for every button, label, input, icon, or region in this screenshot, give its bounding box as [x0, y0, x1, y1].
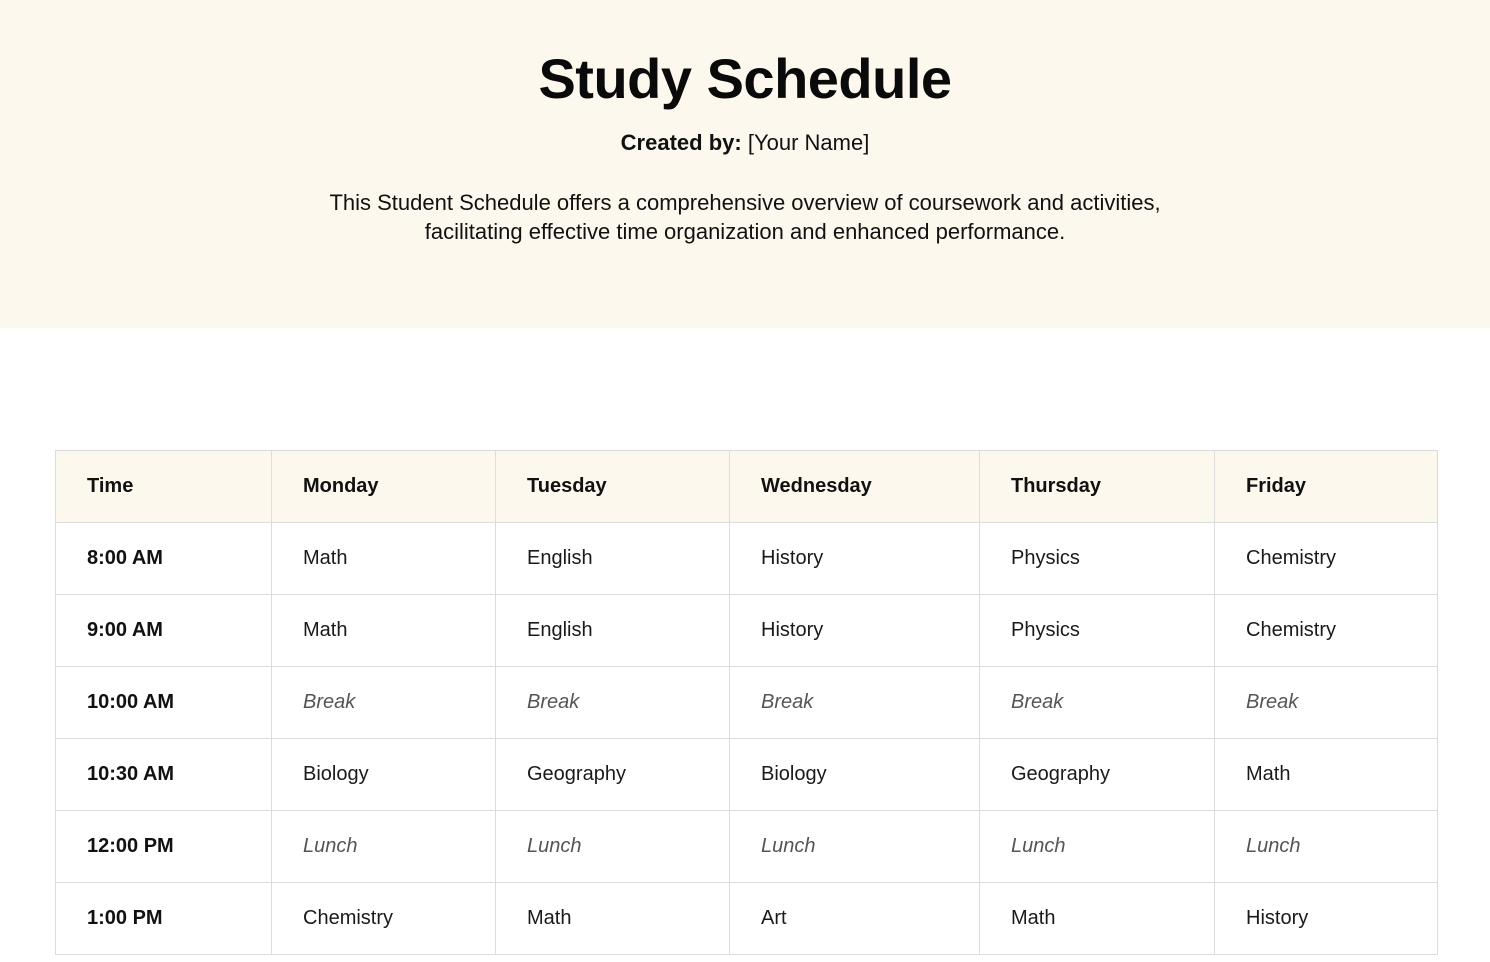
subject-cell: Math — [272, 523, 496, 595]
column-header-time: Time — [56, 451, 272, 523]
created-by — [0, 128, 1490, 158]
table-row — [56, 667, 1438, 739]
column-header-monday: Monday — [272, 451, 496, 523]
table-row — [56, 811, 1438, 883]
subject-cell: Physics — [980, 523, 1215, 595]
subject-cell: Chemistry — [1215, 595, 1438, 667]
column-header-wednesday: Wednesday — [730, 451, 980, 523]
description — [245, 188, 1245, 246]
subject-cell: Break — [1215, 667, 1438, 739]
subject-cell: English — [496, 523, 730, 595]
table-header-row — [56, 451, 1438, 523]
created-by-value: [Your Name] — [741, 130, 870, 155]
column-header-tuesday: Tuesday — [496, 451, 730, 523]
table-row — [56, 595, 1438, 667]
header-banner — [0, 0, 1490, 328]
subject-cell: Geography — [980, 739, 1215, 811]
table-row — [56, 523, 1438, 595]
schedule-body — [56, 523, 1438, 955]
subject-cell: History — [1215, 883, 1438, 955]
column-header-thursday: Thursday — [980, 451, 1215, 523]
description-line: This Student Schedule offers a comprehensive overview of coursework and activities, — [329, 190, 1161, 215]
subject-cell: Lunch — [1215, 811, 1438, 883]
subject-cell: Break — [496, 667, 730, 739]
time-cell: 10:30 AM — [56, 739, 272, 811]
time-cell: 8:00 AM — [56, 523, 272, 595]
subject-cell: Lunch — [980, 811, 1215, 883]
description-line: facilitating effective time organization and enhanced performance. — [424, 219, 1066, 244]
time-cell: 1:00 PM — [56, 883, 272, 955]
subject-cell: Biology — [730, 739, 980, 811]
subject-cell: Math — [1215, 739, 1438, 811]
created-by-label: Created by: — [620, 130, 742, 155]
time-cell: 12:00 PM — [56, 811, 272, 883]
subject-cell: Math — [272, 595, 496, 667]
subject-cell: Math — [496, 883, 730, 955]
subject-cell: History — [730, 595, 980, 667]
subject-cell: Lunch — [272, 811, 496, 883]
column-header-friday: Friday — [1215, 451, 1438, 523]
subject-cell: Chemistry — [1215, 523, 1438, 595]
subject-cell: Break — [980, 667, 1215, 739]
subject-cell: Lunch — [730, 811, 980, 883]
subject-cell: Break — [730, 667, 980, 739]
subject-cell: English — [496, 595, 730, 667]
schedule-table — [55, 450, 1438, 955]
table-row — [56, 883, 1438, 955]
subject-cell: Art — [730, 883, 980, 955]
subject-cell: Physics — [980, 595, 1215, 667]
table-row — [56, 739, 1438, 811]
subject-cell: Break — [272, 667, 496, 739]
subject-cell: Biology — [272, 739, 496, 811]
subject-cell: History — [730, 523, 980, 595]
subject-cell: Chemistry — [272, 883, 496, 955]
time-cell: 10:00 AM — [56, 667, 272, 739]
time-cell: 9:00 AM — [56, 595, 272, 667]
subject-cell: Geography — [496, 739, 730, 811]
page-title: Study Schedule — [538, 47, 952, 110]
subject-cell: Lunch — [496, 811, 730, 883]
subject-cell: Math — [980, 883, 1215, 955]
